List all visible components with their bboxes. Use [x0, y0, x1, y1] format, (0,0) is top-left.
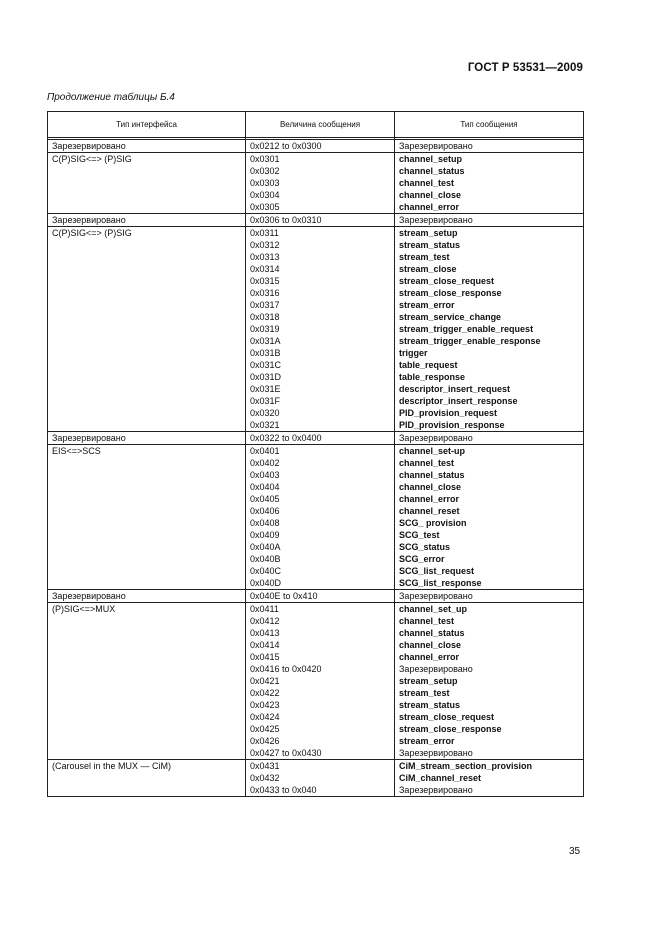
message-type-cell [395, 153, 584, 214]
message-value: 0x0311 [250, 228, 279, 238]
message-type-cell [395, 140, 584, 153]
message-value: 0x0411 [250, 604, 279, 614]
table-row [48, 432, 584, 445]
message-types-table [47, 111, 584, 797]
message-value: 0x040B [250, 554, 281, 564]
message-value: 0x040E to 0x410 [250, 591, 318, 601]
message-value: 0x0212 to 0x0300 [250, 141, 322, 151]
message-value: 0x0317 [250, 300, 280, 310]
message-type: Зарезервировано [399, 591, 473, 601]
message-type: channel_close [399, 482, 462, 492]
message-value: 0x0401 [250, 446, 280, 456]
message-type: SCG_list_request [399, 566, 475, 576]
interface-type-cell: (Carousel in the MUX — CiM) [48, 760, 246, 797]
message-value: 0x0305 [250, 202, 280, 212]
message-type-cell [395, 590, 584, 603]
message-value: 0x0412 [250, 616, 280, 626]
message-type-cell [395, 432, 584, 445]
message-value: 0x0320 [250, 408, 280, 418]
message-value: 0x0413 [250, 628, 280, 638]
message-type: stream_close [399, 264, 457, 274]
message-value: 0x0416 to 0x0420 [250, 664, 322, 674]
standard-code: ГОСТ Р 53531—2009 [467, 62, 583, 74]
message-type-cell [395, 760, 584, 797]
message-type: CiM_channel_reset [399, 773, 482, 783]
message-type: stream_test [399, 252, 450, 262]
message-value-cell [246, 432, 395, 445]
message-type: channel_set_up [399, 604, 468, 614]
interface-type-cell: Зарезервировано [48, 432, 246, 445]
column-header-message-type: Тип сообщения [395, 112, 584, 138]
message-type: PID_provision_request [399, 408, 498, 418]
message-value-cell [246, 760, 395, 797]
message-type: channel_status [399, 628, 465, 638]
message-value: 0x0431 [250, 761, 280, 771]
interface-type-cell: (P)SIG<=>MUX [48, 603, 246, 760]
table-body [48, 140, 584, 797]
message-type: stream_setup [399, 676, 458, 686]
message-value: 0x040A [250, 542, 281, 552]
message-type: stream_setup [399, 228, 458, 238]
message-type: SCG_status [399, 542, 451, 552]
message-type: stream_status [399, 240, 461, 250]
message-value: 0x0301 [250, 154, 280, 164]
message-value: 0x0319 [250, 324, 280, 334]
message-type: channel_test [399, 178, 455, 188]
message-type-cell [395, 227, 584, 432]
message-value: 0x031F [250, 396, 281, 406]
message-type: stream_close_request [399, 276, 495, 286]
message-type-cell [395, 603, 584, 760]
message-value: 0x0427 to 0x0430 [250, 748, 322, 758]
message-type: Зарезервировано [399, 141, 473, 151]
message-type: descriptor_insert_response [399, 396, 518, 406]
message-type: channel_setup [399, 154, 463, 164]
page-number: 35 [569, 846, 581, 857]
message-value-cell [246, 590, 395, 603]
message-value: 0x0306 to 0x0310 [250, 215, 322, 225]
message-type: channel_close [399, 190, 462, 200]
interface-type-cell: Зарезервировано [48, 214, 246, 227]
message-value: 0x0433 to 0x040 [250, 785, 317, 795]
table-row [48, 760, 584, 797]
message-value: 0x0405 [250, 494, 280, 504]
message-type: channel_test [399, 458, 455, 468]
message-type: stream_status [399, 700, 461, 710]
message-type: SCG_test [399, 530, 440, 540]
message-value-cell [246, 214, 395, 227]
interface-type-cell: Зарезервировано [48, 140, 246, 153]
message-value-cell [246, 603, 395, 760]
message-type: channel_error [399, 202, 460, 212]
message-type: SCG_ provision [399, 518, 467, 528]
table-row [48, 153, 584, 214]
message-type: stream_error [399, 736, 455, 746]
message-type: Зарезервировано [399, 664, 473, 674]
message-value: 0x0318 [250, 312, 280, 322]
message-value: 0x0302 [250, 166, 280, 176]
message-type: table_request [399, 360, 458, 370]
message-value: 0x0408 [250, 518, 280, 528]
message-value-cell [246, 153, 395, 214]
message-type: stream_close_request [399, 712, 495, 722]
message-type: stream_close_response [399, 288, 502, 298]
message-type: SCG_list_response [399, 578, 482, 588]
message-value: 0x031C [250, 360, 282, 370]
message-value: 0x0423 [250, 700, 280, 710]
interface-type-cell: C(P)SIG<=> (P)SIG [48, 227, 246, 432]
message-type: channel_close [399, 640, 462, 650]
column-header-interface-type: Тип интерфейса [48, 112, 246, 138]
message-value: 0x0315 [250, 276, 280, 286]
message-type: channel_set-up [399, 446, 466, 456]
message-value-cell [246, 140, 395, 153]
message-value: 0x0432 [250, 773, 280, 783]
message-value: 0x0415 [250, 652, 280, 662]
message-value: 0x0321 [250, 420, 280, 430]
column-header-message-value: Величина сообщения [246, 112, 395, 138]
message-value: 0x0403 [250, 470, 280, 480]
message-value: 0x0421 [250, 676, 280, 686]
message-value: 0x0426 [250, 736, 280, 746]
interface-type-cell: C(P)SIG<=> (P)SIG [48, 153, 246, 214]
message-type: stream_close_response [399, 724, 502, 734]
message-value: 0x0424 [250, 712, 280, 722]
message-value: 0x0404 [250, 482, 280, 492]
message-type: stream_trigger_enable_request [399, 324, 534, 334]
message-type: stream_error [399, 300, 455, 310]
message-value-cell [246, 445, 395, 590]
message-type: Зарезервировано [399, 215, 473, 225]
message-value: 0x0316 [250, 288, 280, 298]
interface-type-cell: Зарезервировано [48, 590, 246, 603]
message-type: channel_error [399, 652, 460, 662]
message-value: 0x0414 [250, 640, 280, 650]
message-type: channel_error [399, 494, 460, 504]
message-type: channel_reset [399, 506, 460, 516]
message-value: 0x031E [250, 384, 281, 394]
message-value: 0x031B [250, 348, 281, 358]
message-type: table_response [399, 372, 466, 382]
table-row [48, 590, 584, 603]
message-type: channel_test [399, 616, 455, 626]
message-type: channel_status [399, 166, 465, 176]
message-type: CiM_stream_section_provision [399, 761, 533, 771]
message-value: 0x0314 [250, 264, 280, 274]
message-value: 0x0422 [250, 688, 280, 698]
table-row [48, 603, 584, 760]
message-type: Зарезервировано [399, 748, 473, 758]
message-value: 0x040D [250, 578, 282, 588]
message-value: 0x031D [250, 372, 282, 382]
message-value: 0x0322 to 0x0400 [250, 433, 322, 443]
message-value-cell [246, 227, 395, 432]
message-type-cell [395, 445, 584, 590]
message-value: 0x0313 [250, 252, 280, 262]
message-value: 0x0312 [250, 240, 280, 250]
message-type: Зарезервировано [399, 433, 473, 443]
message-value: 0x040C [250, 566, 282, 576]
message-value: 0x031A [250, 336, 281, 346]
message-value: 0x0402 [250, 458, 280, 468]
table-caption: Продолжение таблицы Б.4 [47, 92, 175, 103]
message-value: 0x0303 [250, 178, 280, 188]
message-type: SCG_error [399, 554, 445, 564]
message-value: 0x0304 [250, 190, 280, 200]
message-type-cell [395, 214, 584, 227]
message-type: descriptor_insert_request [399, 384, 511, 394]
interface-type-cell: EIS<=>SCS [48, 445, 246, 590]
table-row [48, 227, 584, 432]
table-row [48, 140, 584, 153]
table-row [48, 214, 584, 227]
table-header-row [48, 112, 584, 138]
message-type: Зарезервировано [399, 785, 473, 795]
message-type: trigger [399, 348, 428, 358]
message-type: stream_test [399, 688, 450, 698]
message-type: channel_status [399, 470, 465, 480]
message-value: 0x0409 [250, 530, 280, 540]
table-row [48, 445, 584, 590]
message-value: 0x0425 [250, 724, 280, 734]
message-type: stream_trigger_enable_response [399, 336, 541, 346]
message-type: stream_service_change [399, 312, 502, 322]
message-type: PID_provision_response [399, 420, 505, 430]
message-value: 0x0406 [250, 506, 280, 516]
